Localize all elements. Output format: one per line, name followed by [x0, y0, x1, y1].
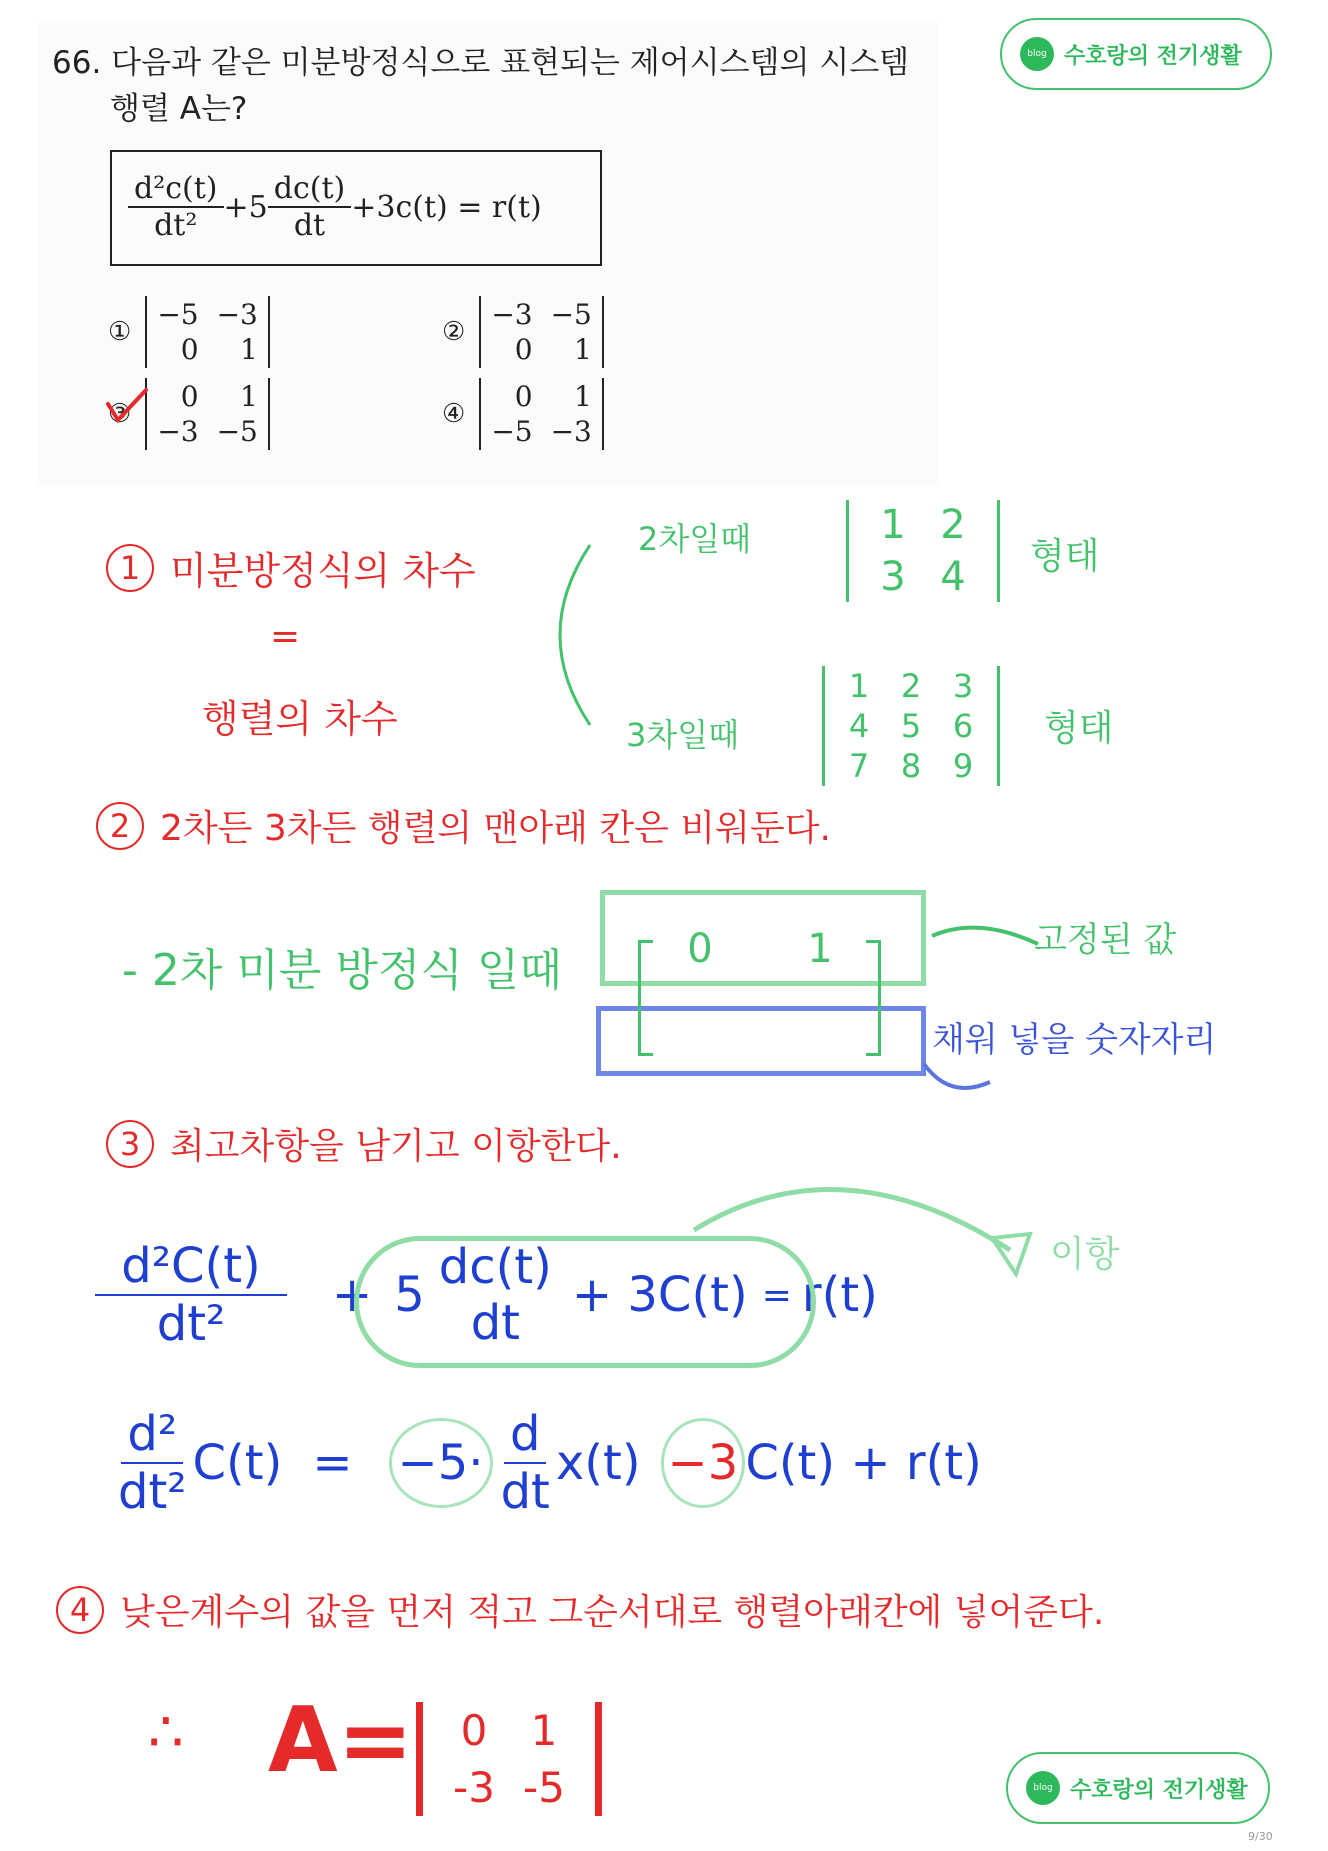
- matrix-cell: 9: [952, 747, 974, 785]
- matrix-cell: −3: [157, 415, 199, 448]
- bracket-curve: [540, 540, 600, 730]
- matrix-cell: 0: [687, 926, 713, 972]
- eq2-equals: =: [312, 1435, 353, 1491]
- option-1[interactable]: [108, 296, 270, 368]
- blog-badge-bottom[interactable]: [1006, 1752, 1270, 1824]
- matrix-cell: 0: [514, 333, 533, 366]
- matrix-cell: 7: [848, 747, 870, 785]
- fill-label: 채워 넣을 숫자자리: [932, 1020, 1217, 1060]
- eq-term1-num: d²c(t): [128, 171, 224, 208]
- third-order-suffix: 형태: [1044, 708, 1114, 749]
- step1-text2: 행렬의 차수: [202, 697, 398, 741]
- matrix-cell: 1: [807, 926, 833, 972]
- option-2-mark: ②: [442, 317, 466, 347]
- matrix-cell: −5: [491, 415, 533, 448]
- matrix-cell: 1: [574, 380, 592, 413]
- matrix-cell: -3: [453, 1763, 495, 1812]
- eq1-lhs-den: dt²: [156, 1296, 226, 1352]
- equation-2: [118, 1398, 982, 1528]
- fixed-arrow: [928, 916, 1048, 956]
- step1-equals: =: [270, 616, 301, 657]
- move-label: 이항: [1050, 1234, 1120, 1275]
- fixed-label: 고정된 값: [1034, 920, 1177, 960]
- eq2-neg5: −5·: [389, 1418, 493, 1508]
- third-order-matrix: [822, 666, 1000, 786]
- step1-line: [106, 540, 476, 595]
- step4-number: 4: [56, 1586, 104, 1634]
- matrix-cell: 1: [240, 380, 258, 413]
- matrix-cell: 8: [900, 747, 922, 785]
- step2-line: [96, 800, 831, 851]
- eq1-lhs-num: d²C(t): [95, 1238, 287, 1296]
- eq-plus5: +5: [223, 189, 268, 225]
- step3-text: 최고차항을 남기고 이항한다.: [170, 1126, 622, 1167]
- eq-term2-den: dt: [293, 208, 326, 243]
- matrix-cell: 0: [180, 380, 199, 413]
- matrix-cell: 0: [514, 380, 533, 413]
- therefore-symbol: ∴: [148, 1700, 184, 1765]
- option-4[interactable]: [442, 378, 604, 450]
- answer-matrix: [416, 1702, 602, 1816]
- matrix-cell: 3: [880, 554, 906, 600]
- eq2-d-den: dt: [500, 1464, 550, 1520]
- move-arrow: [690, 1170, 1050, 1280]
- page-number: 9/30: [1248, 1830, 1273, 1843]
- eq2-d-num: d: [504, 1406, 546, 1464]
- step4-line: [56, 1584, 1104, 1635]
- option-3-matrix: [145, 378, 270, 450]
- option-3-mark: ③: [108, 399, 132, 429]
- option-1-matrix: [145, 296, 270, 368]
- second-order-label: 2차일때: [638, 520, 752, 558]
- eq2-lhs-var: C(t): [192, 1435, 283, 1491]
- matrix-cell: 1: [880, 502, 906, 548]
- matrix-cell: 1: [574, 333, 592, 366]
- option-2-matrix: [479, 296, 604, 368]
- given-equation: [128, 164, 542, 250]
- third-order-label: 3차일때: [626, 716, 740, 754]
- badge-label: 수호랑의 전기생활: [1064, 43, 1242, 69]
- blog-icon: blog: [1020, 37, 1054, 71]
- eq-rest: +3c(t) = r(t): [351, 189, 542, 225]
- matrix-cell: 2: [900, 667, 922, 705]
- question-line1: 다음과 같은 미분방정식으로 표현되는 제어시스템의 시스템: [111, 45, 910, 81]
- checkmark-icon: [104, 388, 150, 424]
- fill-arrow: [920, 1060, 1000, 1100]
- step4-text: 낮은계수의 값을 먼저 적고 그순서대로 행렬아래칸에 넣어준다.: [120, 1592, 1105, 1633]
- question-line2: 행렬 A는?: [110, 91, 248, 127]
- option-2[interactable]: [442, 296, 604, 368]
- eq-term1-den: dt²: [154, 208, 198, 243]
- blog-icon: blog: [1026, 1771, 1060, 1805]
- step1-text: 미분방정식의 차수: [170, 549, 476, 593]
- step2-number: 2: [96, 802, 144, 850]
- matrix-cell: −3: [216, 298, 258, 331]
- option-4-matrix: [479, 378, 604, 450]
- matrix-cell: −3: [491, 298, 533, 331]
- matrix-cell: −5: [550, 298, 592, 331]
- matrix-cell: 4: [848, 707, 870, 745]
- option-1-mark: ①: [108, 317, 132, 347]
- step1-number: 1: [106, 544, 154, 592]
- eq1-mid-num: dc(t): [438, 1239, 552, 1295]
- eq1-mid-den: dt: [470, 1295, 520, 1351]
- answer-label: A=: [268, 1688, 414, 1793]
- eq2-lhs-den: dt²: [118, 1464, 187, 1520]
- eq2-tail: C(t) + r(t): [745, 1435, 982, 1491]
- matrix-cell: −5: [216, 415, 258, 448]
- step3-number: 3: [106, 1120, 154, 1168]
- eq1-rhs: r(t): [801, 1267, 878, 1323]
- matrix-cell: −3: [550, 415, 592, 448]
- question-text: [52, 40, 932, 132]
- eq2-x: x(t): [555, 1435, 641, 1491]
- matrix-cell: -5: [523, 1763, 565, 1812]
- blog-badge-top[interactable]: [1000, 18, 1272, 90]
- matrix-cell: 1: [848, 667, 870, 705]
- eq1-coef: 5: [394, 1267, 425, 1323]
- eq1-plus: +: [332, 1267, 373, 1323]
- matrix-cell: 1: [530, 1706, 558, 1755]
- matrix-cell: 3: [952, 667, 974, 705]
- second-order-matrix: [846, 500, 1000, 602]
- eq1-tail: + 3C(t): [571, 1267, 748, 1323]
- fixed-row-values: [640, 926, 880, 972]
- matrix-cell: 6: [952, 707, 974, 745]
- matrix-cell: −5: [157, 298, 199, 331]
- matrix-cell: 5: [900, 707, 922, 745]
- option-4-mark: ④: [442, 399, 466, 429]
- matrix-cell: 2: [940, 502, 966, 548]
- badge-label: 수호랑의 전기생활: [1070, 1777, 1248, 1803]
- eq1-equals: =: [761, 1274, 792, 1316]
- step2-text: 2차든 3차든 행렬의 맨아래 칸은 비워둔다.: [160, 808, 831, 849]
- second-order-diff-label: - 2차 미분 방정식 일때: [122, 945, 562, 996]
- eq2-lhs-num: d²: [121, 1406, 183, 1464]
- eq2-neg3: −3: [661, 1418, 746, 1508]
- matrix-cell: 0: [460, 1706, 488, 1755]
- second-order-suffix: 형태: [1030, 536, 1100, 577]
- matrix-right-bracket: [866, 940, 881, 1056]
- matrix-cell: 0: [180, 333, 199, 366]
- matrix-cell: 4: [940, 554, 966, 600]
- matrix-left-bracket: [638, 940, 653, 1056]
- step3-line: [106, 1118, 622, 1169]
- matrix-cell: 1: [240, 333, 258, 366]
- question-number: 66.: [52, 45, 102, 81]
- eq-term2-num: dc(t): [268, 171, 351, 208]
